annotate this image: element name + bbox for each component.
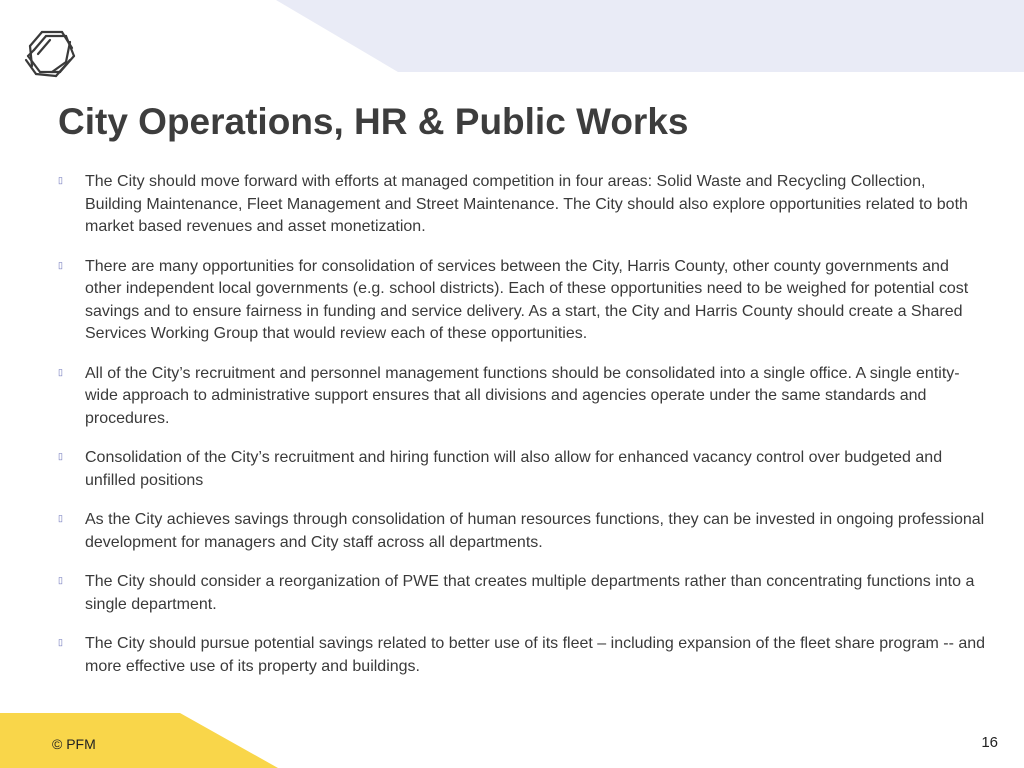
bullet-marker-icon: ▯ <box>58 175 63 185</box>
bullet-marker-icon: ▯ <box>58 366 63 377</box>
bullet-text: All of the City’s recruitment and personnel management functions should be consolidated into a single office. A single entity-wide approach to administrative support ensures that all divisions and agencies operate under the same standards and procedures. <box>85 364 960 427</box>
slide-title: City Operations, HR & Public Works <box>58 101 689 142</box>
bullet-item <box>56 447 986 492</box>
bullet-marker-icon: ▯ <box>58 513 63 523</box>
bullet-text: The City should pursue potential savings related to better use of its fleet – including expansion of the fleet share program -- and more effective use of its property and buildings. <box>85 635 986 675</box>
bullet-text: There are many opportunities for consolidation of services between the City, Harris County, other county governments and other independent local governments (e.g. school districts). Each of these opportunities need to be weighed for potential cost savings and to ensure fairness in funding and service delivery. As a start, the City and Harris County should create a Shared Services Working Group that would review each of these opportunities. <box>85 257 969 342</box>
bullet-list <box>56 171 986 695</box>
bullet-item <box>56 633 986 678</box>
bullet-item <box>56 256 986 346</box>
bullet-marker-icon: ▯ <box>58 575 63 585</box>
bullet-item <box>56 171 986 239</box>
bullet-item <box>56 509 986 554</box>
bullet-marker-icon: ▯ <box>58 637 63 647</box>
bullet-marker-icon: ▯ <box>58 259 63 270</box>
bullet-item <box>56 571 986 616</box>
top-decorative-band <box>0 0 1024 72</box>
bottom-decorative-band <box>0 710 300 768</box>
pfm-logo-icon <box>22 26 78 80</box>
bullet-text: Consolidation of the City’s recruitment and hiring function will also allow for enhanced vacancy control over budgeted and unfilled positions <box>85 449 943 489</box>
bullet-marker-icon: ▯ <box>58 451 63 461</box>
bullet-text: The City should consider a reorganization of PWE that creates multiple departments rather than concentrating functions into a single department. <box>85 573 975 613</box>
copyright-text: © PFM <box>52 736 96 752</box>
bullet-text: The City should move forward with efforts at managed competition in four areas: Solid Waste and Recycling Collection, Building Maintenance, Fleet Management and Street Maintenance. The City should also explore opportunities related to both market based revenues and asset monetization. <box>85 173 968 235</box>
bullet-item <box>56 363 986 431</box>
bullet-text: As the City achieves savings through consolidation of human resources functions, they can be invested in ongoing professional development for managers and City staff across all departments. <box>85 511 985 551</box>
page-number: 16 <box>981 734 998 751</box>
